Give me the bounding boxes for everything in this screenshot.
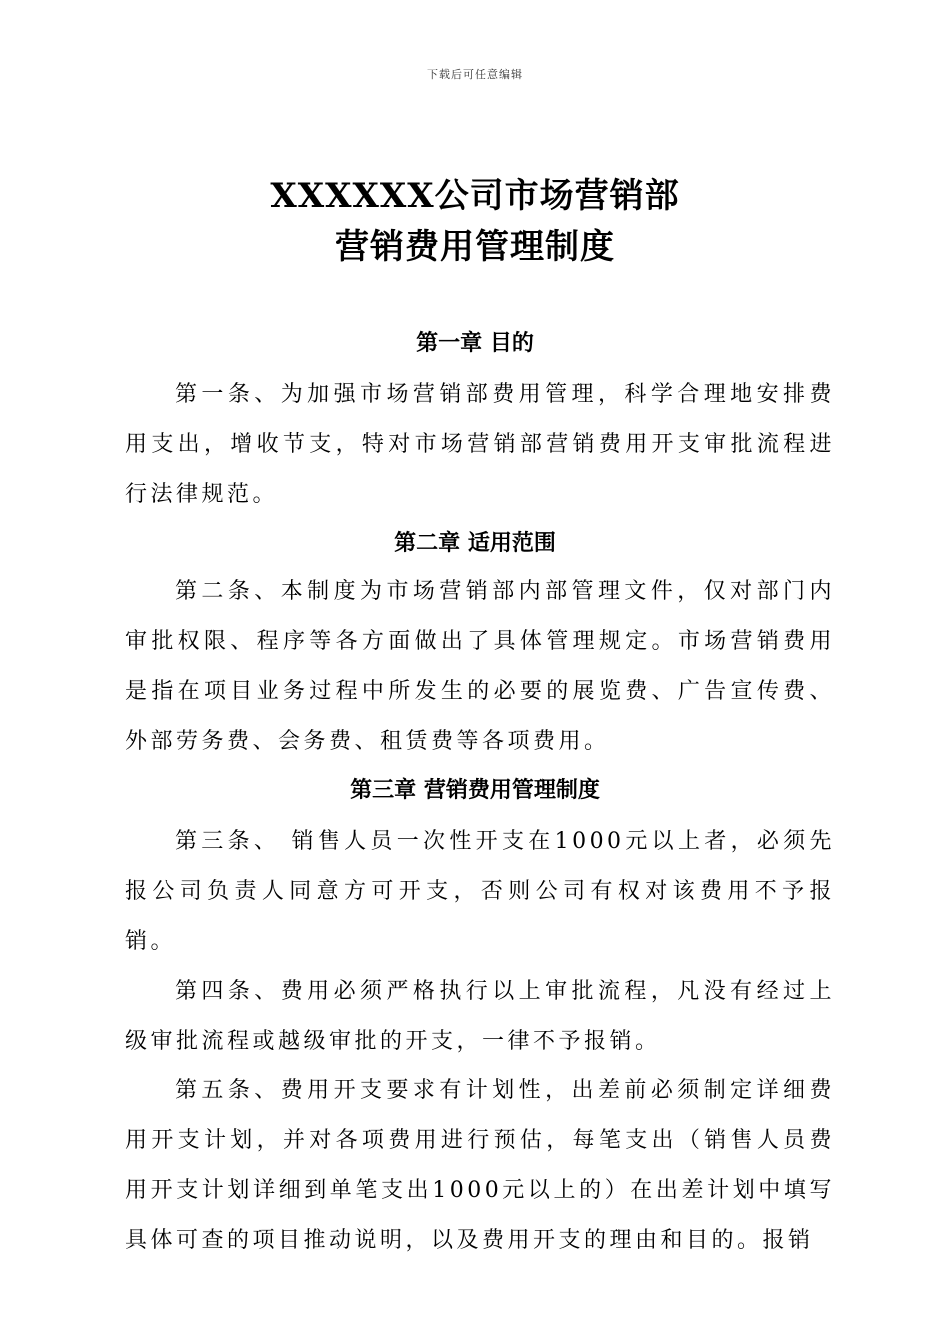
document-title-line-1: XXXXXX公司市场营销部 [270, 176, 680, 216]
article-1-paragraph: 第一条、为加强市场营销部费用管理，科学合理地安排费用支出，增收节支，特对市场营销部营销费用开支审批流程进行法律规范。 [125, 382, 835, 507]
article-4-paragraph: 第四条、费用必须严格执行以上审批流程，凡没有经过上级审批流程或越级审批的开支，一律不予报销。 [125, 979, 835, 1054]
article-3-paragraph: 第三条、 销售人员一次性开支在1000元以上者，必须先报公司负责人同意方可开支，否则公司有权对该费用不予报销。 [125, 829, 835, 954]
chapter-heading-3: 第三章 营销费用管理制度 [350, 778, 600, 803]
document-title-line-2: 营销费用管理制度 [335, 227, 615, 267]
article-2-paragraph: 第二条、本制度为市场营销部内部管理文件，仅对部门内审批权限、程序等各方面做出了具体管理规定。市场营销费用是指在项目业务过程中所发生的必要的展览费、广告宣传费、外部劳务费、会务费、租赁费等各项费用。 [125, 579, 835, 754]
header-note: 下载后可任意编辑 [427, 68, 523, 81]
article-5-paragraph: 第五条、费用开支要求有计划性，出差前必须制定详细费用开支计划，并对各项费用进行预估，每笔支出（销售人员费用开支计划详细到单笔支出1000元以上的）在出差计划中填写具体可查的项目推动说明，以及费用开支的理由和目的。报销 [125, 1078, 835, 1253]
chapter-heading-1: 第一章 目的 [416, 331, 534, 356]
chapter-heading-2: 第二章 适用范围 [394, 531, 556, 556]
